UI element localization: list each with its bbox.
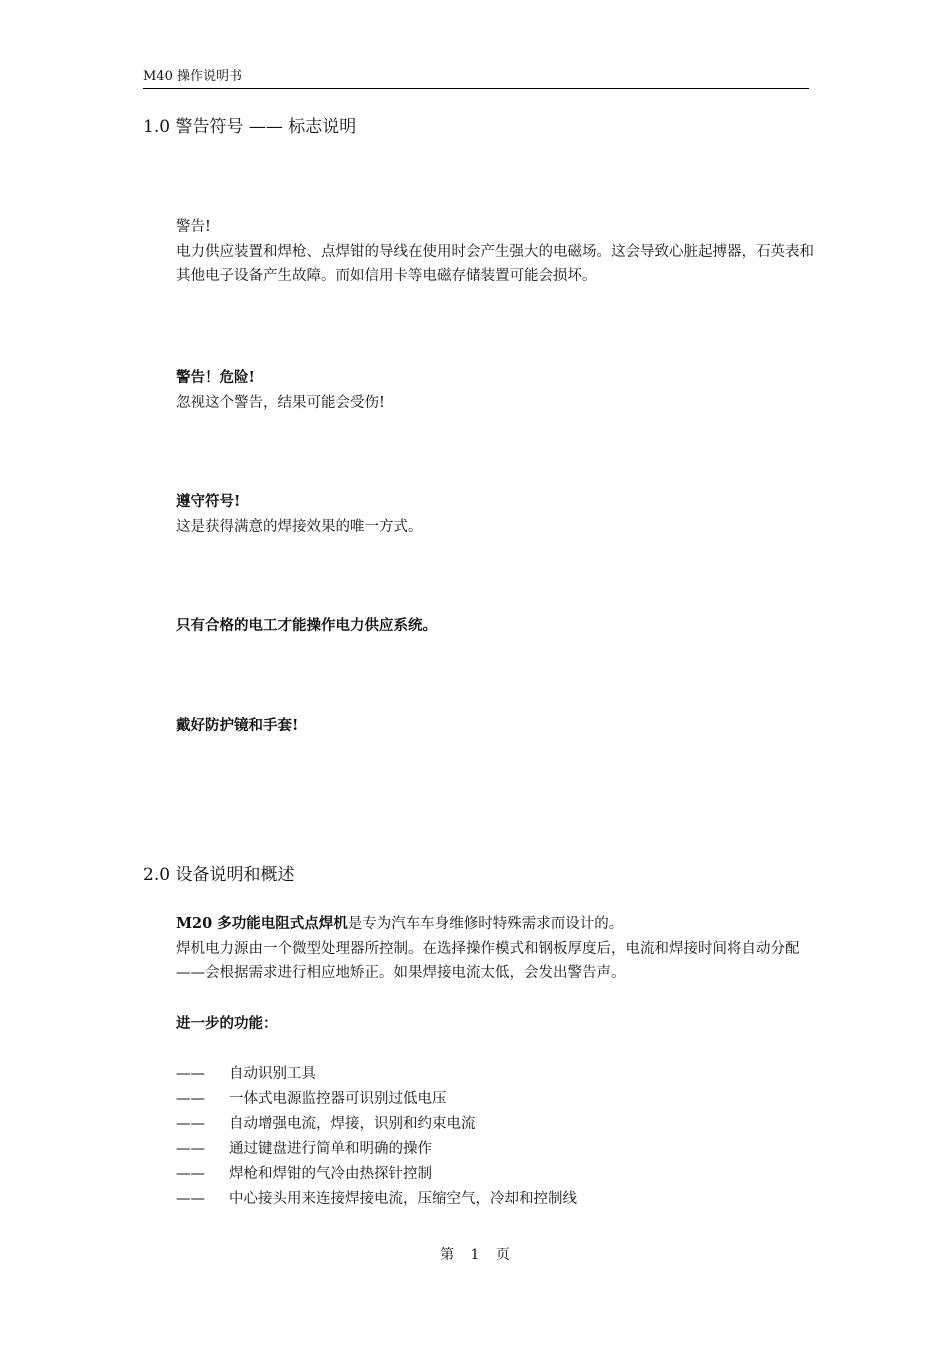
warning-1-title: 警告!: [176, 219, 211, 235]
warning-3-title: 遵守符号!: [176, 493, 241, 510]
list-dash: ——: [176, 1066, 205, 1082]
section-2-body: 焊机电力源由一个微型处理器所控制。在选择操作模式和钢板厚度后，电流和焊接时间将自动分配——会根据需求进行相应地矫正。如果焊接电流太低，会发出警告声。: [176, 941, 800, 981]
page-footer: [0, 1245, 950, 1265]
qualified-electrician-notice: 只有合格的电工才能操作电力供应系统。: [176, 617, 437, 634]
list-item-text: 自动识别工具: [229, 1066, 316, 1082]
list-dash: ——: [176, 1166, 205, 1182]
page-footer-prefix: 第: [440, 1247, 455, 1263]
list-item-text: 通过键盘进行简单和明确的操作: [229, 1141, 432, 1157]
list-item-text: 自动增强电流，焊接，识别和约束电流: [229, 1116, 476, 1132]
features-title: 进一步的功能：: [176, 1015, 278, 1032]
page-number: 1: [470, 1247, 480, 1263]
list-item-text: 焊枪和焊钳的气冷由热探针控制: [229, 1166, 432, 1182]
product-name: M20 多功能电阻式点焊机: [176, 915, 348, 932]
list-dash: ——: [176, 1091, 205, 1107]
warning-2-body: 忽视这个警告，结果可能会受伤!: [176, 395, 385, 411]
page-footer-suffix: 页: [495, 1247, 510, 1263]
protective-gear-notice: 戴好防护镜和手套!: [176, 717, 299, 734]
warning-3-body: 这是获得满意的焊接效果的唯一方式。: [176, 519, 423, 535]
header-divider: [143, 88, 809, 89]
document-header-title: M40 操作说明书: [143, 69, 242, 84]
list-dash: ——: [176, 1141, 205, 1157]
warning-1-body: 电力供应装置和焊枪、点焊钳的导线在使用时会产生强大的电磁场。这会导致心脏起搏器，石英表和其他电子设备产生故障。而如信用卡等电磁存储装置可能会损坏。: [176, 244, 814, 284]
list-dash: ——: [176, 1191, 205, 1207]
section-2-intro: [176, 912, 623, 936]
intro-rest: 是专为汽车车身维修时特殊需求而设计的。: [347, 916, 624, 932]
warning-2-title: 警告！危险!: [176, 369, 255, 386]
list-item-text: 一体式电源监控器可识别过低电压: [229, 1091, 447, 1107]
list-item-text: 中心接头用来连接焊接电流，压缩空气，冷却和控制线: [229, 1191, 577, 1207]
section-2-heading: 2.0 设备说明和概述: [143, 865, 295, 885]
list-dash: ——: [176, 1116, 205, 1132]
section-1-heading: 1.0 警告符号 —— 标志说明: [143, 117, 357, 137]
